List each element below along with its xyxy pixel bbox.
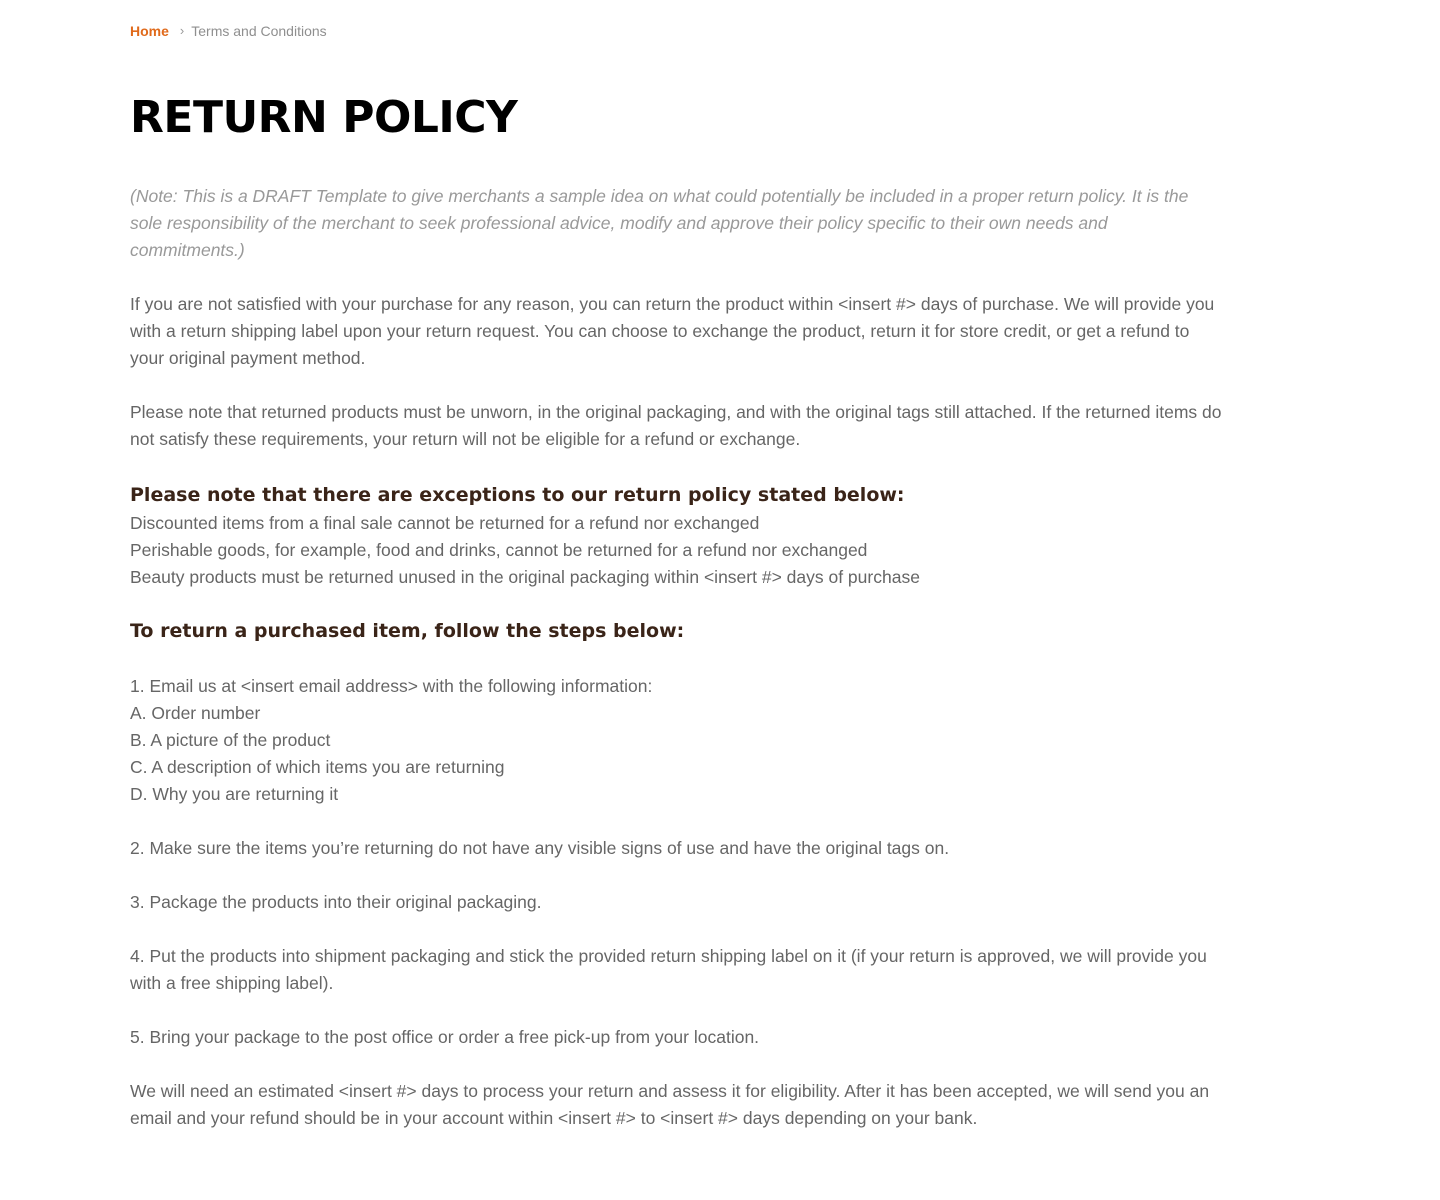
exception-item: Discounted items from a final sale cannot be returned for a refund nor exchanged [130, 513, 760, 533]
exception-item: Perishable goods, for example, food and drinks, cannot be returned for a refund nor exchanged [130, 540, 868, 560]
step-1-item: C. A description of which items you are returning [130, 757, 505, 777]
breadcrumb-home-link[interactable]: Home [130, 23, 169, 39]
policy-content [130, 183, 1225, 1159]
exceptions-heading: Please note that there are exceptions to our return policy stated below: [130, 484, 905, 506]
step-1 [130, 673, 1225, 808]
draft-note: (Note: This is a DRAFT Template to give merchants a sample idea on what could potentially be included in a proper return policy. It is the sole responsibility of the merchant to seek professional advice, modify and approve their policy specific to their own needs and commitments.) [130, 186, 1189, 260]
step-2: 2. Make sure the items you’re returning do not have any visible signs of use and have the original tags on. [130, 838, 950, 858]
breadcrumb [130, 22, 327, 40]
page-title: RETURN POLICY [130, 92, 518, 143]
exception-item: Beauty products must be returned unused in the original packaging within <insert #> days of purchase [130, 567, 920, 587]
steps-heading: To return a purchased item, follow the steps below: [130, 620, 685, 642]
step-4: 4. Put the products into shipment packaging and stick the provided return shipping label on it (if your return is approved, we will provide you with a free shipping label). [130, 946, 1207, 993]
closing-paragraph: We will need an estimated <insert #> days to process your return and assess it for eligibility. After it has been accepted, we will send you an email and your refund should be in your account within <insert #> to <insert #> days depending on your bank. [130, 1081, 1210, 1128]
step-1-item: D. Why you are returning it [130, 784, 339, 804]
step-5: 5. Bring your package to the post office or order a free pick-up from your location. [130, 1027, 760, 1047]
intro-paragraph: If you are not satisfied with your purchase for any reason, you can return the product within <insert #> days of purchase. We will provide you with a return shipping label upon your return request. You can choose to exchange the product, return it for store credit, or get a refund to your original payment method. [130, 294, 1215, 368]
exceptions-list [130, 510, 1225, 591]
step-1-item: B. A picture of the product [130, 730, 331, 750]
step-1-item: A. Order number [130, 703, 261, 723]
condition-paragraph: Please note that returned products must be unworn, in the original packaging, and with the original tags still attached. If the returned items do not satisfy these requirements, your return will not be eligible for a refund or exchange. [130, 402, 1222, 449]
step-1-text: 1. Email us at <insert email address> with the following information: [130, 676, 653, 696]
breadcrumb-separator-icon: › [179, 23, 185, 38]
step-3: 3. Package the products into their original packaging. [130, 892, 542, 912]
breadcrumb-current: Terms and Conditions [191, 23, 327, 39]
